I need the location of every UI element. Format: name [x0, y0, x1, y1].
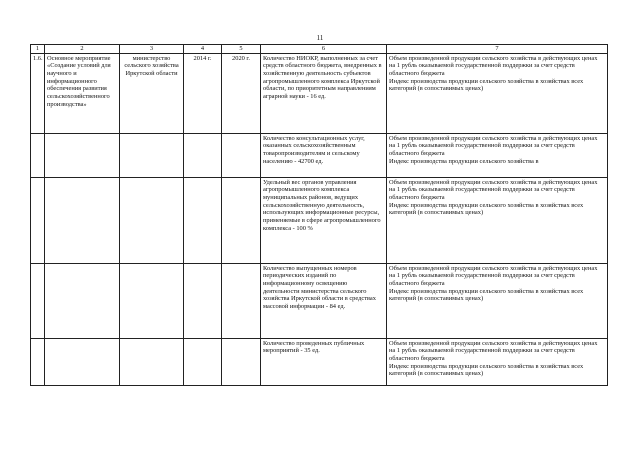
column-number: 4 — [184, 45, 222, 54]
item-number: 1.6. — [31, 54, 45, 134]
target-indicator: Количество консультационных услуг, оказанных сельскохозяйственным товаропроизводителям и сельскому населению - 42700 ед. — [261, 134, 387, 178]
page-number: 11 — [316, 34, 324, 42]
activity-name: Основное мероприятие «Создание условий для научного и информационного обеспечения развития сельскохозяйственного производства» — [45, 54, 120, 134]
target-indicator: Количество проведенных публичных мероприятий - 35 ед. — [261, 339, 387, 386]
executor — [120, 264, 184, 339]
table-row — [31, 178, 608, 264]
start-year — [184, 264, 222, 339]
column-number: 1 — [31, 45, 45, 54]
program-indicator: Объем произведенной продукции сельского хозяйства в действующих ценах на 1 рубль оказываемой государственной поддержки за счет средств областного бюджета Индекс производства продукции сельского хозяйства в хозяйствах всех категорий (в сопоставимых ценах) — [387, 264, 608, 339]
column-number: 6 — [261, 45, 387, 54]
column-number: 7 — [387, 45, 608, 54]
start-year — [184, 178, 222, 264]
column-number: 5 — [222, 45, 261, 54]
table-row — [31, 339, 608, 386]
activity-name — [45, 178, 120, 264]
target-indicator: Удельный вес органов управления агропромышленного комплекса муниципальных районов, ведущих сельскохозяйственную деятельность, использующих информационные ресурсы, применяемые в сфере агропромышленного комплекса - 100 % — [261, 178, 387, 264]
activity-name — [45, 264, 120, 339]
column-number: 2 — [45, 45, 120, 54]
end-year — [222, 178, 261, 264]
column-number: 3 — [120, 45, 184, 54]
item-number — [31, 178, 45, 264]
program-indicator: Объем произведенной продукции сельского хозяйства в действующих ценах на 1 рубль оказываемой государственной поддержки за счет средств областного бюджета Индекс производства продукции сельского хозяйства в хозяйствах всех категорий (в сопоставимых ценах) — [387, 54, 608, 134]
item-number — [31, 134, 45, 178]
program-indicator: Объем произведенной продукции сельского хозяйства в действующих ценах на 1 рубль оказываемой государственной поддержки за счет средств областного бюджета Индекс производства продукции сельского хозяйства в — [387, 134, 608, 178]
activity-name — [45, 339, 120, 386]
program-table — [30, 44, 608, 386]
program-indicator: Объем произведенной продукции сельского хозяйства в действующих ценах на 1 рубль оказываемой государственной поддержки за счет средств областного бюджета Индекс производства продукции сельского хозяйства в хозяйствах всех категорий (в сопоставимых ценах) — [387, 178, 608, 264]
end-year — [222, 339, 261, 386]
executor — [120, 178, 184, 264]
program-indicator: Объем произведенной продукции сельского хозяйства в действующих ценах на 1 рубль оказываемой государственной поддержки за счет средств областного бюджета Индекс производства продукции сельского хозяйства в хозяйствах всех категорий (в сопоставимых ценах) — [387, 339, 608, 386]
table-row — [31, 134, 608, 178]
item-number — [31, 264, 45, 339]
target-indicator: Количество выпущенных номеров периодических изданий по информационному освещению деятельности министерства сельского хозяйства Иркутской области в средствах массовой информации - 84 ед. — [261, 264, 387, 339]
end-year — [222, 264, 261, 339]
table-row — [31, 264, 608, 339]
target-indicator: Количество НИОКР, выполненных за счет средств областного бюджета, внедренных в хозяйственную деятельность субъектов агропромышленного комплекса Иркутской области, по приоритетным направлениям аграрной науки - 16 ед. — [261, 54, 387, 134]
start-year — [184, 339, 222, 386]
item-number — [31, 339, 45, 386]
column-number-row — [31, 45, 608, 54]
activity-name — [45, 134, 120, 178]
table-row — [31, 54, 608, 134]
end-year: 2020 г. — [222, 54, 261, 134]
start-year: 2014 г. — [184, 54, 222, 134]
executor — [120, 339, 184, 386]
start-year — [184, 134, 222, 178]
end-year — [222, 134, 261, 178]
executor: министерство сельского хозяйства Иркутской области — [120, 54, 184, 134]
executor — [120, 134, 184, 178]
